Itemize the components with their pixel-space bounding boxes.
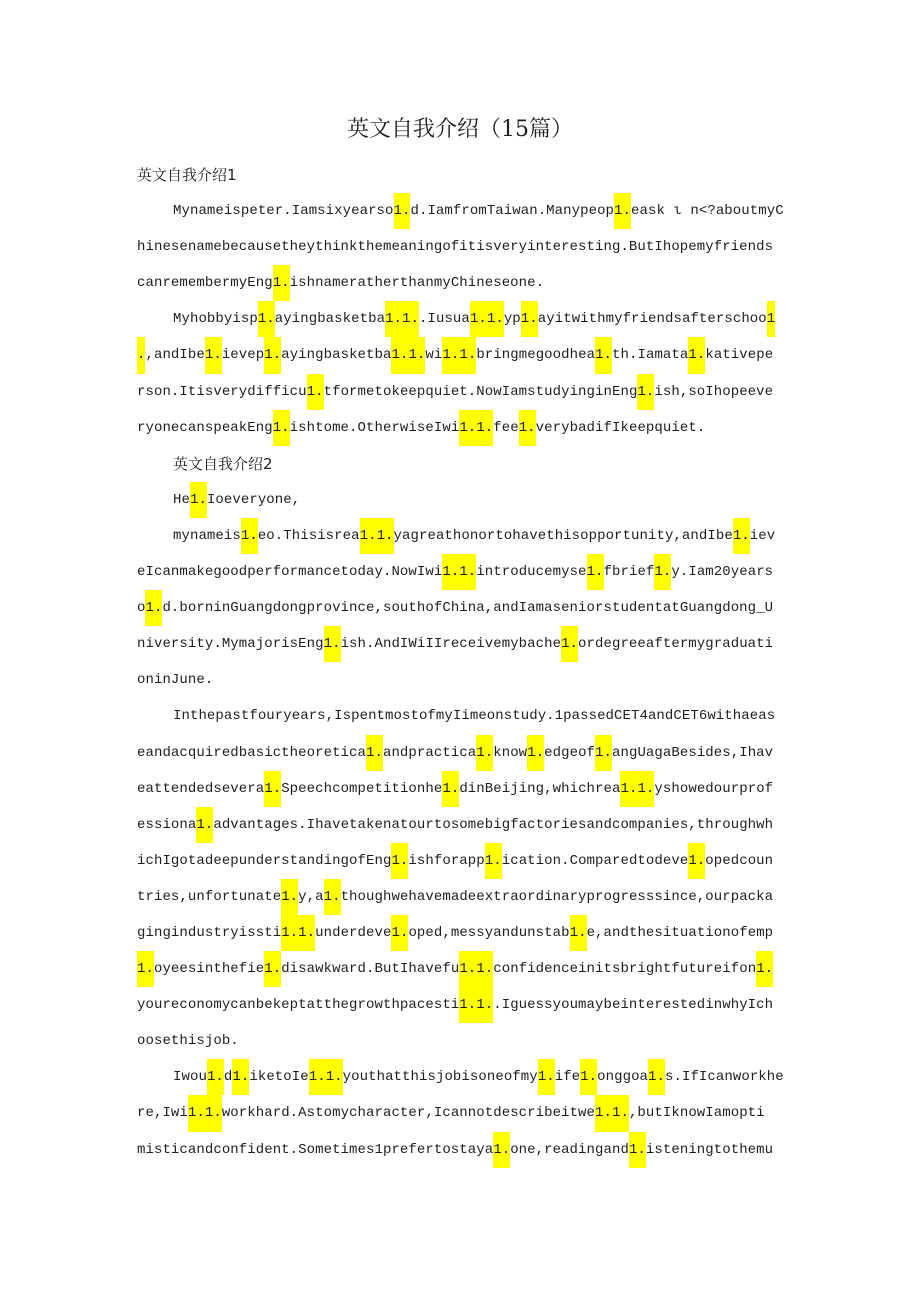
- document-title: 英文自我介绍（15篇）: [347, 117, 573, 142]
- highlight-mark: 1.: [614, 193, 631, 229]
- highlight-mark: 1.: [570, 915, 587, 951]
- text-line: canremembermyEng1.ishnameratherthanmyChineseone.: [137, 265, 797, 301]
- highlight-mark: 1.: [485, 843, 502, 879]
- text-line: Myhobbyisp1.ayingbasketba1.1..Iusua1.1.yp1.ayitwithmyfriendsafterschoo1: [137, 301, 797, 337]
- text-line: gingindustryissti1.1.underdeve1.oped,messyandunstab1.e,andthesituationofemp: [137, 915, 797, 951]
- highlight-mark: 1.: [442, 771, 459, 807]
- highlight-mark: 1.: [241, 518, 258, 554]
- highlight-mark: 1.: [580, 1059, 597, 1095]
- highlight-mark: 1.1.: [391, 337, 425, 373]
- highlight-mark: 1.: [476, 735, 493, 771]
- highlight-mark: 1.1.: [442, 554, 476, 590]
- essay-heading: 英文自我介绍2: [173, 454, 273, 473]
- highlight-mark: 1.: [527, 735, 544, 771]
- text-line: mynameis1.eo.Thisisrea1.1.yagreathonortohavethisopportunity,andIbe1.iev: [137, 518, 797, 554]
- highlight-mark: 1.: [561, 626, 578, 662]
- highlight-mark: 1.: [538, 1059, 555, 1095]
- highlight-mark: 1.: [587, 554, 604, 590]
- highlight-mark: 1.: [688, 337, 705, 373]
- highlight-mark: 1.: [519, 410, 536, 446]
- highlight-mark: 1.1.: [620, 771, 654, 807]
- text-line: eattendedsevera1.Speechcompetitionhe1.dinBeijing,whichrea1.1.yshowedourprof: [137, 771, 797, 807]
- highlight-mark: 1.: [629, 1132, 646, 1168]
- highlight-mark: 1.: [595, 337, 612, 373]
- highlight-mark: 1.: [391, 915, 408, 951]
- highlight-mark: 1.: [391, 843, 408, 879]
- highlight-mark: 1.1.: [459, 987, 493, 1023]
- highlight-mark: 1.: [637, 374, 654, 410]
- text-line: Iwou1.d1.iketoIe1.1.youthatthisjobisoneofmy1.ife1.onggoa1.s.IfIcanworkhe: [137, 1059, 797, 1095]
- highlight-mark: 1.: [207, 1059, 224, 1095]
- text-line: eIcanmakegoodperformancetoday.NowIwi1.1.introducemyse1.fbrief1.y.Iam20years: [137, 554, 797, 590]
- highlight-mark: 1.1.: [309, 1059, 343, 1095]
- text-line: oosethisjob.: [137, 1033, 239, 1050]
- highlight-mark: 1.: [756, 951, 773, 987]
- highlight-mark: 1.: [394, 193, 411, 229]
- text-line: essiona1.advantages.Ihavetakenatourtosomebigfactoriesandcompanies,throughwh: [137, 807, 797, 843]
- highlight-mark: 1.: [493, 1132, 510, 1168]
- highlight-mark: 1.1.: [188, 1095, 222, 1131]
- highlight-mark: 1.: [137, 951, 154, 987]
- highlight-mark: 1.: [190, 482, 207, 518]
- highlight-mark: 1.: [273, 265, 290, 301]
- highlight-mark: 1.: [258, 301, 275, 337]
- text-line: Inthepastfouryears,IspentmostofmyIimeonstudy.1passedCET4andCET6withaeas: [173, 708, 776, 725]
- highlight-mark: 1.: [654, 554, 671, 590]
- highlight-mark: 1.: [733, 518, 750, 554]
- highlight-mark: 1.: [324, 879, 341, 915]
- text-line: re,Iwi1.1.workhard.Astomycharacter,Icannotdescribeitwe1.1.,butIknowIamopti: [137, 1095, 797, 1131]
- text-line: youreconomycanbekeptatthegrowthpacesti1.1..IguessyoumaybeinterestedinwhyIch: [137, 987, 797, 1023]
- highlight-mark: 1.: [145, 590, 162, 626]
- highlight-mark: 1.: [688, 843, 705, 879]
- highlight-mark: 1.1.: [281, 915, 315, 951]
- text-line: oninJune.: [137, 672, 214, 689]
- text-line: hinesenamebecausetheythinkthemeaningofitisveryinteresting.ButIhopemyfriends: [137, 239, 774, 256]
- text-line: tries,unfortunate1.y,a1.thoughwehavemadeextraordinaryprogresssince,ourpacka: [137, 879, 797, 915]
- highlight-mark: 1.: [366, 735, 383, 771]
- text-line: He1.Ioeveryone,: [137, 482, 797, 518]
- highlight-mark: 1.1.: [385, 301, 419, 337]
- text-line: misticandconfident.Sometimes1prefertostaya1.one,readingand1.isteningtothemu: [137, 1132, 797, 1168]
- highlight-mark: 1.1.: [595, 1095, 629, 1131]
- highlight-mark: 1.: [273, 410, 290, 446]
- highlight-mark: 1.1.: [459, 410, 493, 446]
- text-line: o1.d.borninGuangdongprovince,southofChina,andIamaseniorstudentatGuangdong_U: [137, 590, 797, 626]
- highlight-mark: 1.: [264, 951, 281, 987]
- text-line: ryonecanspeakEng1.ishtome.OtherwiseIwi1.1.fee1.verybadifIkeepquiet.: [137, 410, 797, 446]
- text-line: niversity.MymajorisEng1.ish.AndIWiIIreceivemybache1.ordegreeaftermygraduati: [137, 626, 797, 662]
- highlight-mark: 1.: [196, 807, 213, 843]
- highlight-mark: 1.1.: [470, 301, 504, 337]
- text-line: eandacquiredbasictheoretica1.andpractica1.know1.edgeof1.angUagaBesides,Ihav: [137, 735, 797, 771]
- highlight-mark: 1.: [264, 771, 281, 807]
- essay-heading: 英文自我介绍1: [137, 166, 237, 184]
- highlight-mark: 1.: [595, 735, 612, 771]
- highlight-mark: 1.: [521, 301, 538, 337]
- highlight-mark: 1.: [205, 337, 222, 373]
- text-line: ichIgotadeepunderstandingofEng1.ishforapp1.ication.Comparedtodeve1.opedcoun: [137, 843, 797, 879]
- document-body: [137, 157, 797, 1168]
- text-line: rson.Itisverydifficu1.tformetokeepquiet.NowIamstudyinginEng1.ish,soIhopeeve: [137, 374, 797, 410]
- highlight-mark: 1.: [264, 337, 281, 373]
- highlight-mark: 1.: [281, 879, 298, 915]
- highlight-mark: 1.1.: [360, 518, 394, 554]
- highlight-mark: 1.: [232, 1059, 249, 1095]
- highlight-mark: 1.1.: [442, 337, 476, 373]
- highlight-mark: 1.: [324, 626, 341, 662]
- highlight-mark: 1.: [307, 374, 324, 410]
- text-line: Mynameispeter.Iamsixyearso1.d.IamfromTaiwan.Manypeop1.eask ι n<?aboutmyC: [137, 193, 797, 229]
- highlight-mark: 1: [767, 301, 775, 337]
- highlight-mark: 1.: [648, 1059, 665, 1095]
- text-line: .,andIbe1.ievep1.ayingbasketba1.1.wi1.1.bringmegoodhea1.th.Iamata1.kativepe: [137, 337, 797, 373]
- text-line: 1.oyeesinthefie1.disawkward.ButIhavefu1.1.confidenceinitsbrightfutureifon1.: [137, 951, 797, 987]
- highlight-mark: .: [137, 337, 145, 373]
- highlight-mark: 1.1.: [459, 951, 493, 987]
